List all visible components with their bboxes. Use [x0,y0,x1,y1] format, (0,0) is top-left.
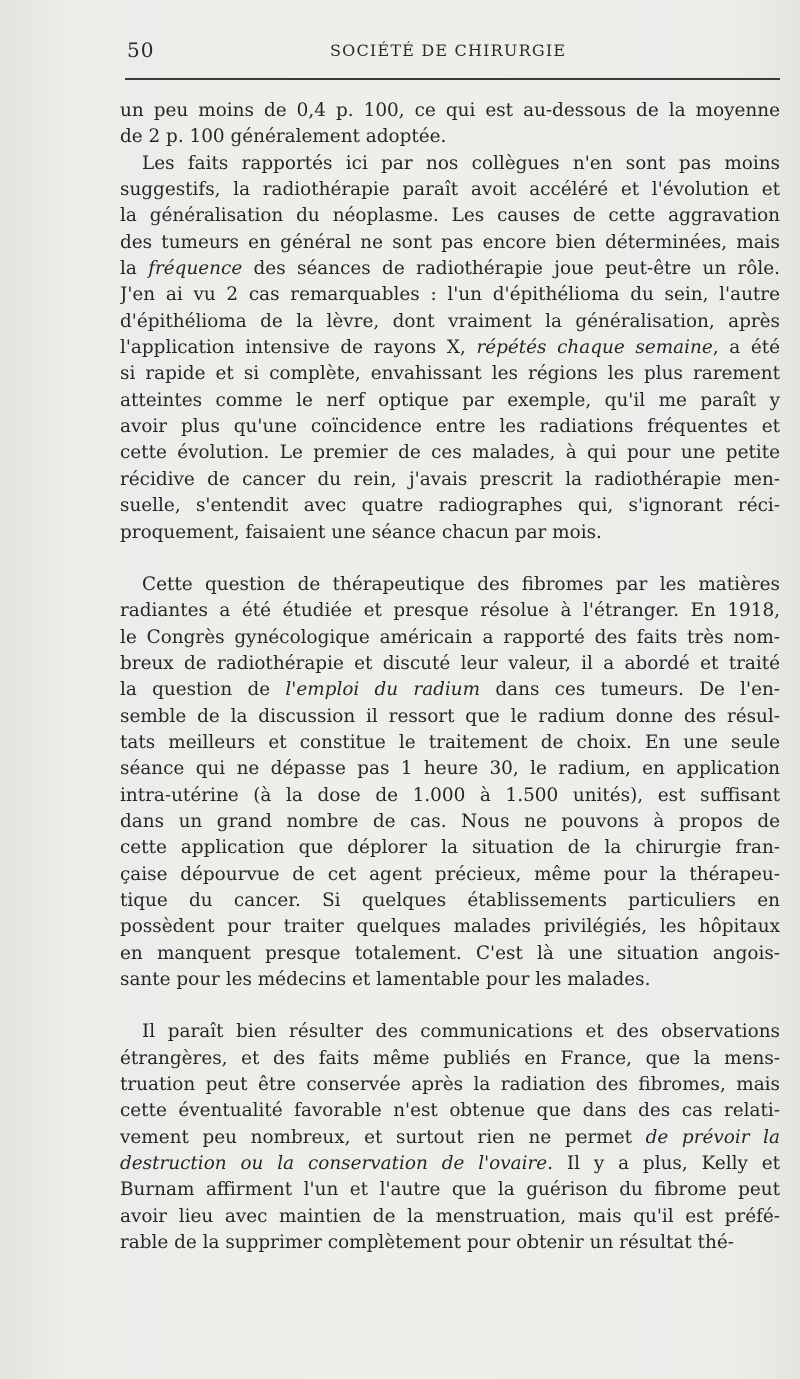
italic-phrase: fréquence [148,258,243,280]
text-line: de 2 p. 100 généralement adoptée. [120,126,447,148]
text-line: en manquent presque totalement. C'est là une situation angois- [120,942,780,964]
text-line: avoir lieu avec maintien de la menstruation, mais qu'il est préfé- [120,1205,780,1227]
text-line: vement peu nombreux, et surtout rien ne permet de prévoir la [120,1126,780,1148]
text-line: proquement, faisaient une séance chacun par mois. [120,521,602,543]
paragraph-gap [120,993,780,1019]
text-line: dans un grand nombre de cas. Nous ne pouvons à propos de [120,810,780,832]
text-line: destruction ou la conservation de l'ovaire. Il y a plus, Kelly et [120,1153,780,1175]
text-line: Burnam affirment l'un et l'autre que la guérison du fibrome peut [120,1179,780,1201]
text-line: intra-utérine (à la dose de 1.000 à 1.500 unités), est suffisant [120,784,780,806]
running-head: SOCIÉTÉ DE CHIRURGIE [330,41,567,60]
text-line: des tumeurs en général ne sont pas encore bien déterminées, mais [120,231,780,253]
text-line: la généralisation du néoplasme. Les causes de cette aggravation [120,205,780,227]
text-line: J'en ai vu 2 cas remarquables : l'un d'épithélioma du sein, l'autre [120,284,780,306]
text-line: tique du cancer. Si quelques établissements particuliers en [120,889,780,911]
text-line: suelle, s'entendit avec quatre radiographes qui, s'ignorant réci- [120,495,780,517]
text-line: radiantes a été étudiée et presque résolue à l'étranger. En 1918, [120,600,780,622]
italic-phrase: l'emploi du radium [285,679,481,701]
text-line: séance qui ne dépasse pas 1 heure 30, le radium, en application [120,758,780,780]
text-line: cette évolution. Le premier de ces malades, à qui pour une petite [120,442,780,464]
text-line: truation peut être conservée après la radiation des fibromes, mais [120,1074,780,1096]
text-line: cette éventualité favorable n'est obtenue que dans des cas relati- [120,1100,780,1122]
header-rule [125,78,780,80]
paragraph [120,151,780,546]
text-line: tats meilleurs et constitue le traitement de choix. En une seule [120,731,780,753]
text-line: récidive de cancer du rein, j'avais prescrit la radiothérapie men- [120,468,780,490]
text-line: atteintes comme le nerf optique par exemple, qu'il me paraît y [120,389,780,411]
text-line: Il paraît bien résulter des communications et des observations [142,1021,780,1043]
text-line: Cette question de thérapeutique des fibromes par les matières [142,573,780,595]
text-line: l'application intensive de rayons X, répétés chaque semaine, a été [120,337,780,359]
text-line: suggestifs, la radiothérapie paraît avoit accéléré et l'évolution et [120,179,780,201]
text-line: cette application que déplorer la situation de la chirurgie fran- [120,837,780,859]
text-line: possèdent pour traiter quelques malades privilégiés, les hôpitaux [120,916,780,938]
page-number: 50 [127,38,155,62]
text-line: Les faits rapportés ici par nos collègues n'en sont pas moins [142,152,780,174]
paragraph [120,98,780,151]
page-header [0,34,800,62]
text-line: un peu moins de 0,4 p. 100, ce qui est au-dessous de la moyenne [120,100,780,121]
body-text [120,98,780,1256]
paragraph [120,572,780,994]
italic-phrase: de prévoir la [645,1126,780,1148]
italic-phrase: répétés chaque semaine [476,337,713,359]
text-line: la fréquence des séances de radiothérapie joue peut-être un rôle. [120,258,780,280]
text-line: breux de radiothérapie et discuté leur valeur, il a abordé et traité [120,652,780,674]
paragraph-gap [120,546,780,572]
text-line: le Congrès gynécologique américain a rapporté des faits très nom- [120,626,780,648]
text-line: si rapide et si complète, envahissant les régions les plus rarement [120,363,780,385]
text-line: d'épithélioma de la lèvre, dont vraiment la généralisation, après [120,310,780,332]
text-line: çaise dépourvue de cet agent précieux, même pour la thérapeu- [120,863,780,885]
text-line: avoir plus qu'une coïncidence entre les radiations fréquentes et [120,416,780,438]
italic-phrase: destruction ou la conservation de l'ovaire [120,1153,548,1175]
text-line: rable de la supprimer complètement pour obtenir un résultat thé- [120,1232,734,1254]
text-line: sante pour les médecins et lamentable pour les malades. [120,969,651,990]
paragraph [120,1019,780,1256]
text-line: la question de l'emploi du radium dans ces tumeurs. De l'en- [120,679,780,701]
text-line: semble de la discussion il ressort que le radium donne des résul- [120,705,780,727]
text-line: étrangères, et des faits même publiés en France, que la mens- [120,1047,780,1069]
